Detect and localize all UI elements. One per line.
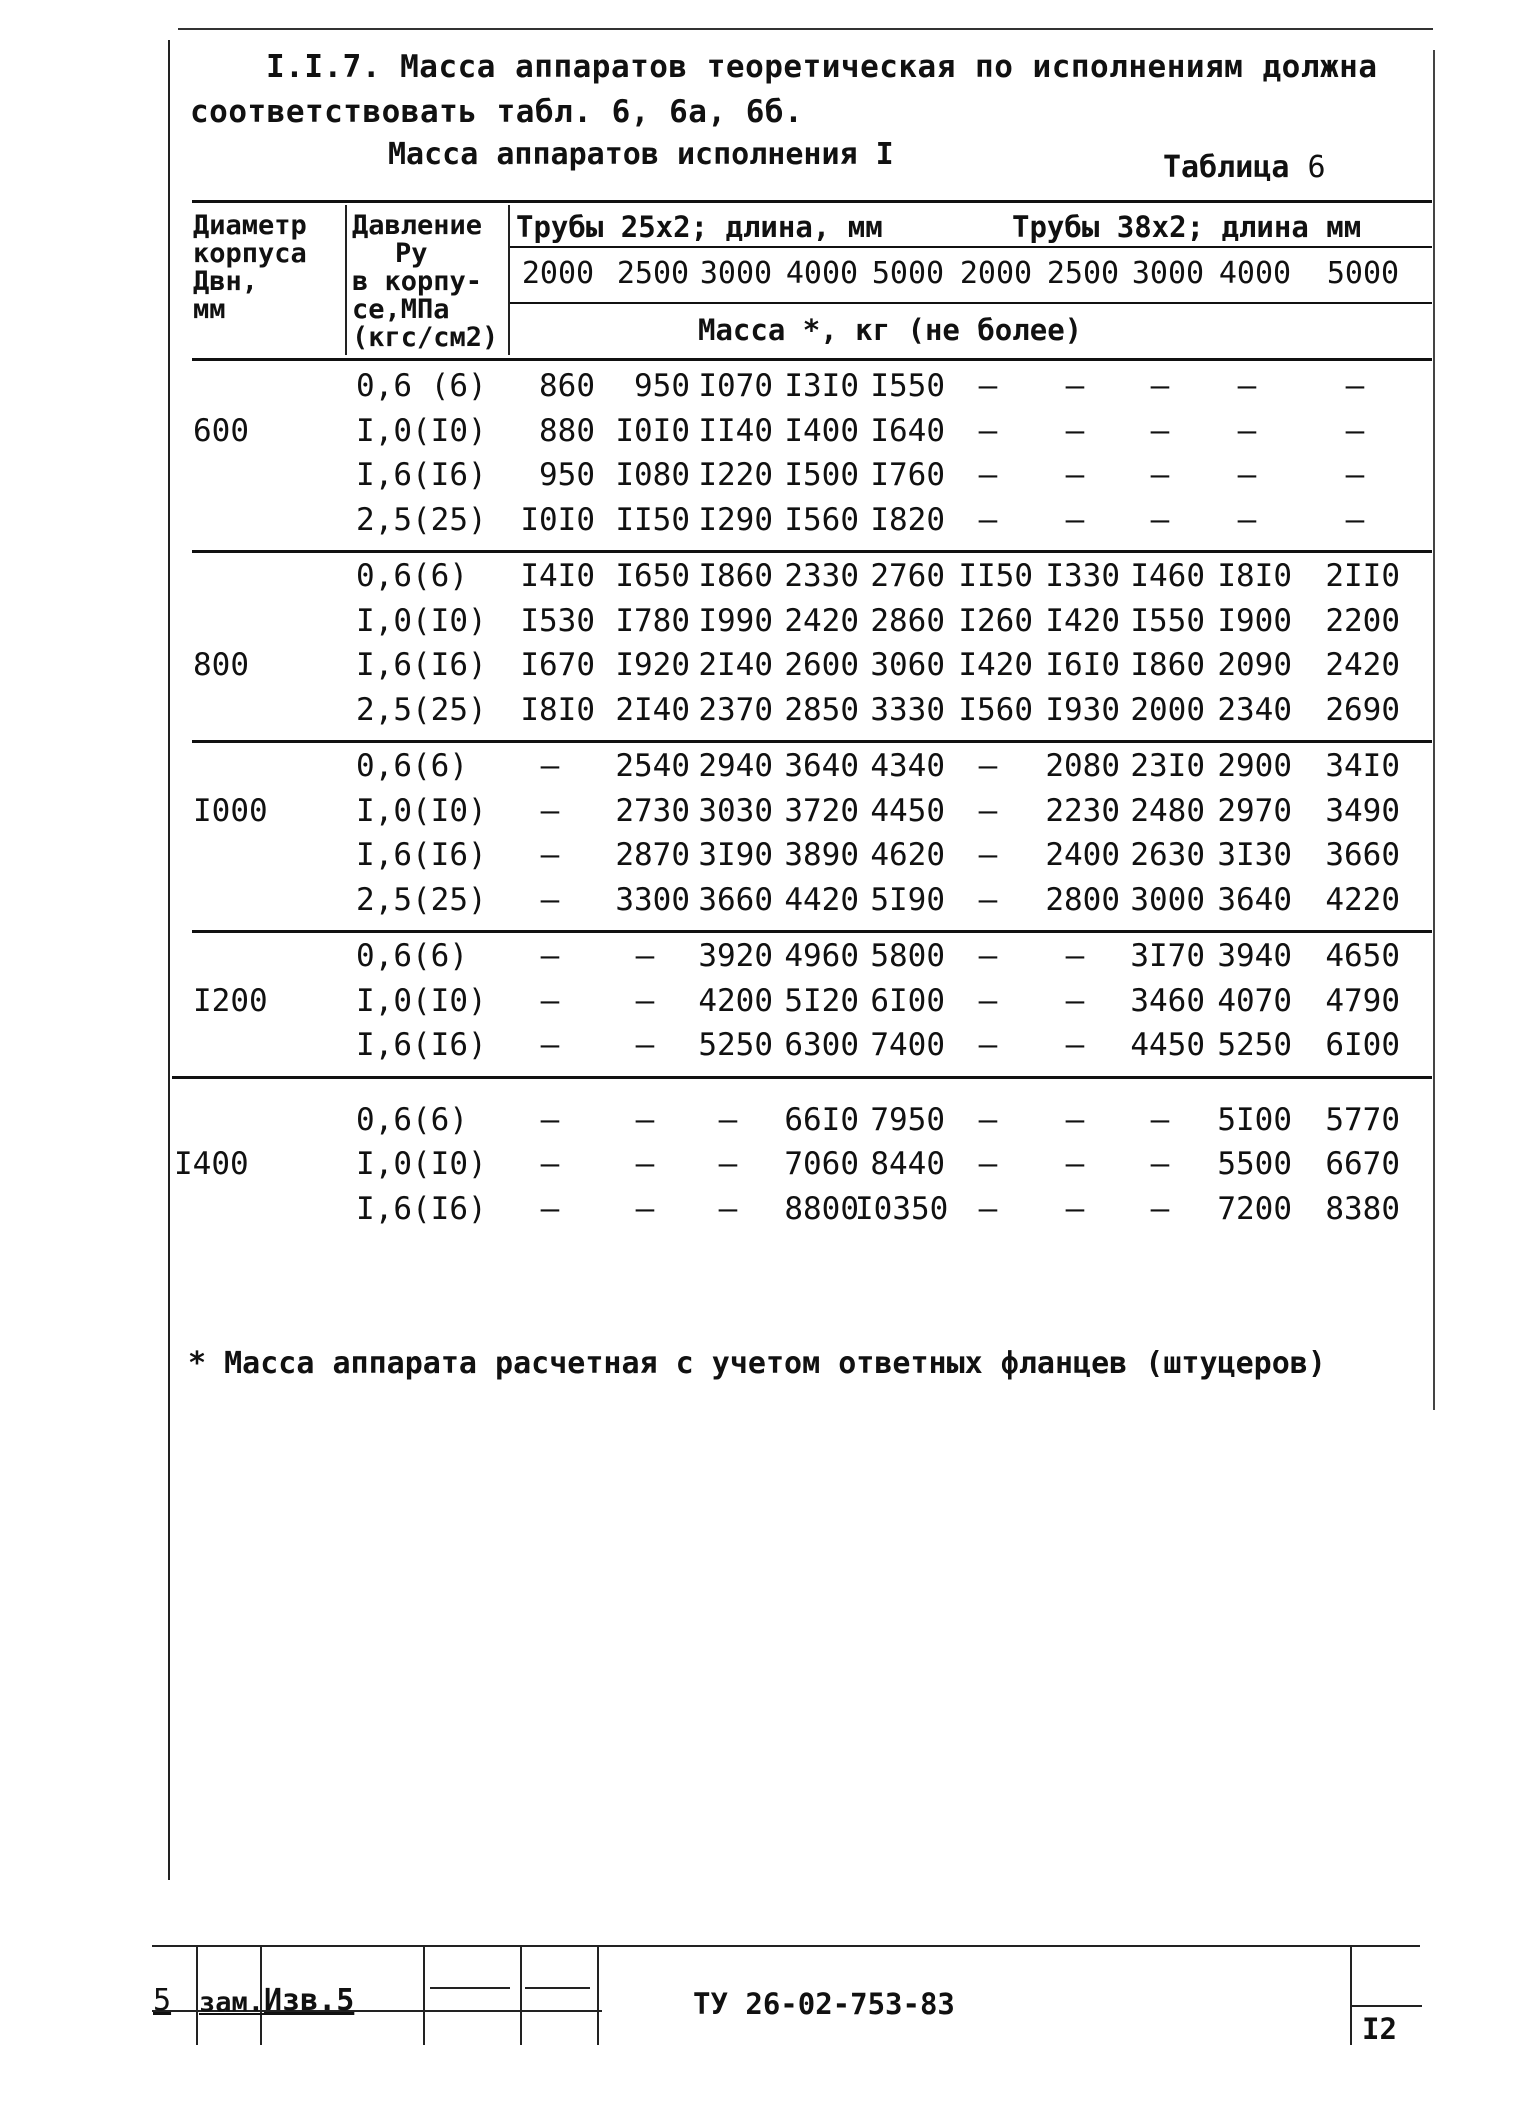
header-group-38: Трубы 38х2; длина мм (1012, 210, 1362, 244)
mass-cell: – (1065, 457, 1085, 493)
mass-cell: 4070 (1217, 982, 1292, 1019)
mass-cell: 2730 (615, 792, 690, 829)
stamp-col-3 (423, 1945, 425, 2045)
mass-cell: I260 (958, 602, 1033, 639)
header-diameter-line2: корпуса (193, 238, 307, 269)
stamp-change-number: 5 (153, 1983, 172, 2018)
stamp-sheet-number: I2 (1362, 2012, 1397, 2046)
stamp-change-label: зам. (199, 1987, 265, 2018)
pressure-cell: 2,5(25) (356, 691, 487, 728)
mass-cell: 3060 (870, 647, 945, 683)
table-title: Масса аппаратов исполнения I (388, 137, 894, 172)
diameter-cell: I200 (193, 982, 268, 1019)
group-divider (192, 740, 1432, 743)
mass-cell: 2860 (870, 602, 945, 639)
header-diameter-line3: Двн, (193, 266, 259, 297)
mass-cell: 2940 (698, 748, 773, 784)
mass-cell: – (978, 1190, 998, 1227)
mass-cell: II50 (615, 501, 690, 538)
mass-cell: – (978, 501, 998, 538)
mass-cell: 4650 (1325, 938, 1400, 974)
header-divider-1 (345, 205, 347, 355)
table-number-label (1163, 150, 1326, 185)
diameter-cell: I400 (174, 1146, 249, 1182)
mass-cell: I550 (1130, 602, 1205, 639)
header-pressure-line3: в корпу- (352, 266, 483, 297)
pressure-cell: I,0(I0) (356, 982, 487, 1019)
frame-right-line (1433, 50, 1435, 1410)
diameter-cell: I000 (193, 792, 268, 829)
pressure-cell: 0,6(6) (356, 938, 468, 974)
header-length-cell: 3000 (699, 256, 773, 291)
mass-cell: – (1345, 412, 1365, 449)
header-pressure-line1: Давление (352, 210, 483, 241)
mass-cell: – (635, 982, 655, 1019)
table-label: Таблица (1163, 150, 1290, 185)
mass-cell: I650 (615, 558, 690, 594)
mass-cell: – (540, 938, 560, 974)
mass-cell: – (1237, 412, 1257, 449)
mass-cell: 5800 (870, 938, 945, 974)
header-divider-2 (508, 205, 510, 355)
mass-cell: I4I0 (520, 558, 595, 594)
diameter-cell: 800 (193, 647, 249, 683)
mass-cell: 2690 (1325, 691, 1400, 728)
mass-cell: 3490 (1325, 792, 1400, 829)
mass-cell: 2870 (615, 837, 690, 873)
mass-cell: – (1150, 457, 1170, 493)
mass-cell: 4340 (870, 748, 945, 784)
mass-cell: – (978, 881, 998, 918)
mass-cell: – (1237, 368, 1257, 404)
mass-cell: – (635, 1101, 655, 1138)
mass-cell: I860 (1130, 647, 1205, 683)
mass-cell: I330 (1045, 558, 1120, 594)
mass-cell: 3920 (698, 938, 773, 974)
mass-cell: – (540, 1146, 560, 1182)
mass-cell: 4450 (870, 792, 945, 829)
header-diameter-line1: Диаметр (193, 210, 307, 241)
mass-cell: 3000 (1130, 881, 1205, 918)
mass-cell: 950 (634, 368, 690, 404)
header-group-25: Трубы 25х2; длина, мм (516, 210, 883, 244)
mass-cell: 4960 (784, 938, 859, 974)
mass-cell: I560 (784, 501, 859, 538)
mass-cell: – (1150, 501, 1170, 538)
mass-cell: 6I00 (870, 982, 945, 1019)
stamp-notice: Изв.5 (264, 1983, 355, 2018)
mass-cell: – (540, 792, 560, 829)
mass-cell: – (1345, 501, 1365, 538)
header-length-cell: 5000 (871, 256, 945, 291)
mass-cell: II40 (698, 412, 773, 449)
pressure-cell: I,0(I0) (356, 1146, 487, 1182)
header-group-rule (510, 246, 1432, 248)
mass-cell: – (540, 982, 560, 1019)
mass-cell: 5770 (1325, 1101, 1400, 1138)
pressure-cell: I,6(I6) (356, 647, 487, 683)
mass-cell: – (978, 792, 998, 829)
mass-cell: – (978, 1101, 998, 1138)
mass-cell: I290 (698, 501, 773, 538)
mass-cell: 3I90 (698, 837, 773, 873)
header-mass-caption: Масса *, кг (не более) (698, 313, 1083, 347)
mass-cell: I530 (520, 602, 595, 639)
pressure-cell: 0,6(6) (356, 748, 468, 784)
stamp-col-6 (1350, 1945, 1352, 2045)
mass-cell: – (1065, 938, 1085, 974)
mass-cell: I6I0 (1045, 647, 1120, 683)
mass-cell: 7400 (870, 1027, 945, 1063)
mass-cell: 7060 (784, 1146, 859, 1182)
diameter-cell: 600 (193, 412, 249, 449)
header-diameter-line4: мм (193, 294, 226, 325)
stamp-col-5 (597, 1945, 599, 2045)
mass-cell: I990 (698, 602, 773, 639)
mass-cell: 5500 (1217, 1146, 1292, 1182)
mass-cell: 2000 (1130, 691, 1205, 728)
mass-cell: 8800 (784, 1190, 859, 1227)
stamp-col-1 (196, 1945, 198, 2045)
mass-cell: – (1345, 368, 1365, 404)
mass-cell: 2540 (615, 748, 690, 784)
pressure-cell: 0,6(6) (356, 558, 468, 594)
mass-cell: 4790 (1325, 982, 1400, 1019)
mass-cell: I080 (615, 457, 690, 493)
mass-cell: I670 (520, 647, 595, 683)
mass-cell: 3660 (698, 881, 773, 918)
mass-cell: 66I0 (784, 1101, 859, 1138)
mass-cell: – (978, 1146, 998, 1182)
mass-cell: 6300 (784, 1027, 859, 1063)
mass-cell: I420 (958, 647, 1033, 683)
mass-cell: – (1237, 457, 1257, 493)
mass-cell: 2600 (784, 647, 859, 683)
mass-cell: 2970 (1217, 792, 1292, 829)
pressure-cell: I,6(I6) (356, 1190, 487, 1227)
mass-cell: 2420 (1325, 647, 1400, 683)
mass-cell: 5I90 (870, 881, 945, 918)
mass-cell: 3I70 (1130, 938, 1205, 974)
mass-cell: – (1065, 982, 1085, 1019)
mass-cell: 4620 (870, 837, 945, 873)
mass-cell: 3940 (1217, 938, 1292, 974)
footnote: * Масса аппарата расчетная с учетом ответных фланцев (штуцеров) (188, 1346, 1326, 1381)
mass-cell: – (978, 837, 998, 873)
mass-cell: 23I0 (1130, 748, 1205, 784)
mass-cell: 2480 (1130, 792, 1205, 829)
pressure-cell: I,6(I6) (356, 1027, 487, 1063)
mass-cell: I070 (698, 368, 773, 404)
mass-cell: 7200 (1217, 1190, 1292, 1227)
mass-cell: 3030 (698, 792, 773, 829)
mass-cell: – (978, 1027, 998, 1063)
mass-cell: – (635, 1146, 655, 1182)
mass-cell: 2760 (870, 558, 945, 594)
mass-cell: – (978, 412, 998, 449)
mass-cell: – (1065, 368, 1085, 404)
mass-cell: 6I00 (1325, 1027, 1400, 1063)
mass-cell: 2I40 (615, 691, 690, 728)
mass-cell: 3I30 (1217, 837, 1292, 873)
pressure-cell: I,6(I6) (356, 837, 487, 873)
mass-cell: – (635, 1190, 655, 1227)
mass-cell: – (978, 457, 998, 493)
mass-cell: 3300 (615, 881, 690, 918)
header-pressure-line4: се,МПа (352, 294, 450, 325)
mass-cell: – (1345, 457, 1365, 493)
mass-cell: 2900 (1217, 748, 1292, 784)
mass-cell: 2330 (784, 558, 859, 594)
mass-cell: I500 (784, 457, 859, 493)
mass-cell: I420 (1045, 602, 1120, 639)
mass-cell: 2200 (1325, 602, 1400, 639)
mass-cell: I900 (1217, 602, 1292, 639)
mass-cell: 2230 (1045, 792, 1120, 829)
mass-cell: I400 (784, 412, 859, 449)
mass-cell: 6670 (1325, 1146, 1400, 1182)
header-length-cell: 2000 (521, 256, 595, 291)
mass-cell: I0I0 (615, 412, 690, 449)
pressure-cell: I,0(I0) (356, 412, 487, 449)
mass-cell: I460 (1130, 558, 1205, 594)
mass-cell: 4200 (698, 982, 773, 1019)
mass-cell: – (1237, 501, 1257, 538)
header-length-cell: 3000 (1131, 256, 1205, 291)
pressure-cell: 2,5(25) (356, 501, 487, 538)
mass-cell: I560 (958, 691, 1033, 728)
stamp-sheet-line (1352, 2005, 1422, 2007)
mass-cell: 2370 (698, 691, 773, 728)
stamp-top-line (152, 1945, 1420, 1947)
mass-cell: 2080 (1045, 748, 1120, 784)
header-pressure-line2: Ру (395, 238, 428, 269)
mass-cell: 4220 (1325, 881, 1400, 918)
mass-cell: – (540, 1027, 560, 1063)
mass-cell: – (1150, 368, 1170, 404)
pressure-cell: I,0(I0) (356, 602, 487, 639)
mass-cell: – (1065, 1190, 1085, 1227)
frame-top-line (178, 28, 1433, 30)
mass-cell: 2630 (1130, 837, 1205, 873)
mass-cell: I820 (870, 501, 945, 538)
mass-cell: 7950 (870, 1101, 945, 1138)
header-length-cell: 2000 (959, 256, 1033, 291)
mass-cell: 5250 (698, 1027, 773, 1063)
mass-cell: – (1065, 1027, 1085, 1063)
mass-cell: – (540, 837, 560, 873)
header-length-cell: 4000 (1218, 256, 1292, 291)
mass-cell: – (1150, 1190, 1170, 1227)
header-length-cell: 2500 (1046, 256, 1120, 291)
section-heading: I.I.7. Масса аппаратов теоретическая по исполнениям должна соответствовать табл. 6, 6а, 6б. (190, 49, 1378, 130)
mass-cell: 4420 (784, 881, 859, 918)
frame-left-line (168, 40, 170, 1880)
mass-cell: – (1065, 501, 1085, 538)
mass-cell: 3660 (1325, 837, 1400, 873)
mass-cell: I550 (870, 368, 945, 404)
mass-cell: 3890 (784, 837, 859, 873)
mass-cell: 860 (539, 368, 595, 404)
header-bottom-rule (192, 358, 1432, 361)
mass-cell: – (540, 1190, 560, 1227)
group-divider (192, 550, 1432, 553)
group-divider (172, 1076, 1432, 1079)
mass-cell: I220 (698, 457, 773, 493)
mass-cell: 2400 (1045, 837, 1120, 873)
stamp-col-4 (520, 1945, 522, 2045)
mass-cell: 3330 (870, 691, 945, 728)
mass-cell: 3720 (784, 792, 859, 829)
mass-cell: – (718, 1190, 738, 1227)
table-number: 6 (1307, 150, 1326, 185)
mass-cell: – (978, 748, 998, 784)
pressure-cell: 2,5(25) (356, 881, 487, 918)
mass-cell: – (718, 1101, 738, 1138)
mass-cell: – (978, 938, 998, 974)
mass-cell: I930 (1045, 691, 1120, 728)
mass-cell: – (978, 982, 998, 1019)
mass-cell: – (635, 938, 655, 974)
mass-cell: I3I0 (784, 368, 859, 404)
header-length-rule (510, 302, 1432, 304)
mass-cell: 880 (539, 412, 595, 449)
header-pressure-line5: (кгс/см2) (352, 322, 499, 353)
mass-cell: I760 (870, 457, 945, 493)
mass-cell: – (540, 881, 560, 918)
mass-cell: 34I0 (1325, 748, 1400, 784)
mass-cell: I0350 (855, 1190, 949, 1227)
mass-cell: I8I0 (1217, 558, 1292, 594)
mass-cell: 8440 (870, 1146, 945, 1182)
pressure-cell: I,0(I0) (356, 792, 487, 829)
mass-cell: I8I0 (520, 691, 595, 728)
mass-cell: 2090 (1217, 647, 1292, 683)
mass-cell: – (718, 1146, 738, 1182)
mass-cell: – (978, 368, 998, 404)
mass-cell: 4450 (1130, 1027, 1205, 1063)
mass-cell: 5250 (1217, 1027, 1292, 1063)
mass-cell: I920 (615, 647, 690, 683)
mass-cell: – (1065, 1146, 1085, 1182)
mass-cell: – (1150, 1101, 1170, 1138)
group-divider (192, 930, 1432, 933)
mass-cell: 950 (539, 457, 595, 493)
mass-cell: II50 (958, 558, 1033, 594)
mass-cell: – (540, 748, 560, 784)
header-length-cell: 5000 (1326, 256, 1400, 291)
stamp-cell-line-2 (525, 1987, 590, 1989)
mass-cell: 2I40 (698, 647, 773, 683)
mass-cell: – (1150, 1146, 1170, 1182)
mass-cell: – (1150, 412, 1170, 449)
header-length-cell: 4000 (785, 256, 859, 291)
mass-cell: – (635, 1027, 655, 1063)
mass-cell: 3640 (1217, 881, 1292, 918)
header-top-rule (192, 200, 1432, 203)
stamp-cell-line-1 (430, 1987, 510, 1989)
mass-cell: 2II0 (1325, 558, 1400, 594)
mass-cell: – (1065, 1101, 1085, 1138)
mass-cell: 5I00 (1217, 1101, 1292, 1138)
mass-cell: I780 (615, 602, 690, 639)
mass-cell: – (540, 1101, 560, 1138)
mass-cell: 8380 (1325, 1190, 1400, 1227)
mass-cell: 2420 (784, 602, 859, 639)
mass-cell: I640 (870, 412, 945, 449)
mass-cell: – (1065, 412, 1085, 449)
pressure-cell: 0,6 (6) (356, 368, 487, 404)
stamp-doc-code: ТУ 26-02-753-83 (693, 1987, 955, 2021)
mass-cell: 2800 (1045, 881, 1120, 918)
mass-cell: 3640 (784, 748, 859, 784)
mass-cell: 2340 (1217, 691, 1292, 728)
mass-cell: I0I0 (520, 501, 595, 538)
mass-cell: 2850 (784, 691, 859, 728)
pressure-cell: I,6(I6) (356, 457, 487, 493)
mass-cell: I860 (698, 558, 773, 594)
header-length-cell: 2500 (616, 256, 690, 291)
mass-cell: 5I20 (784, 982, 859, 1019)
mass-cell: 3460 (1130, 982, 1205, 1019)
pressure-cell: 0,6(6) (356, 1101, 468, 1138)
